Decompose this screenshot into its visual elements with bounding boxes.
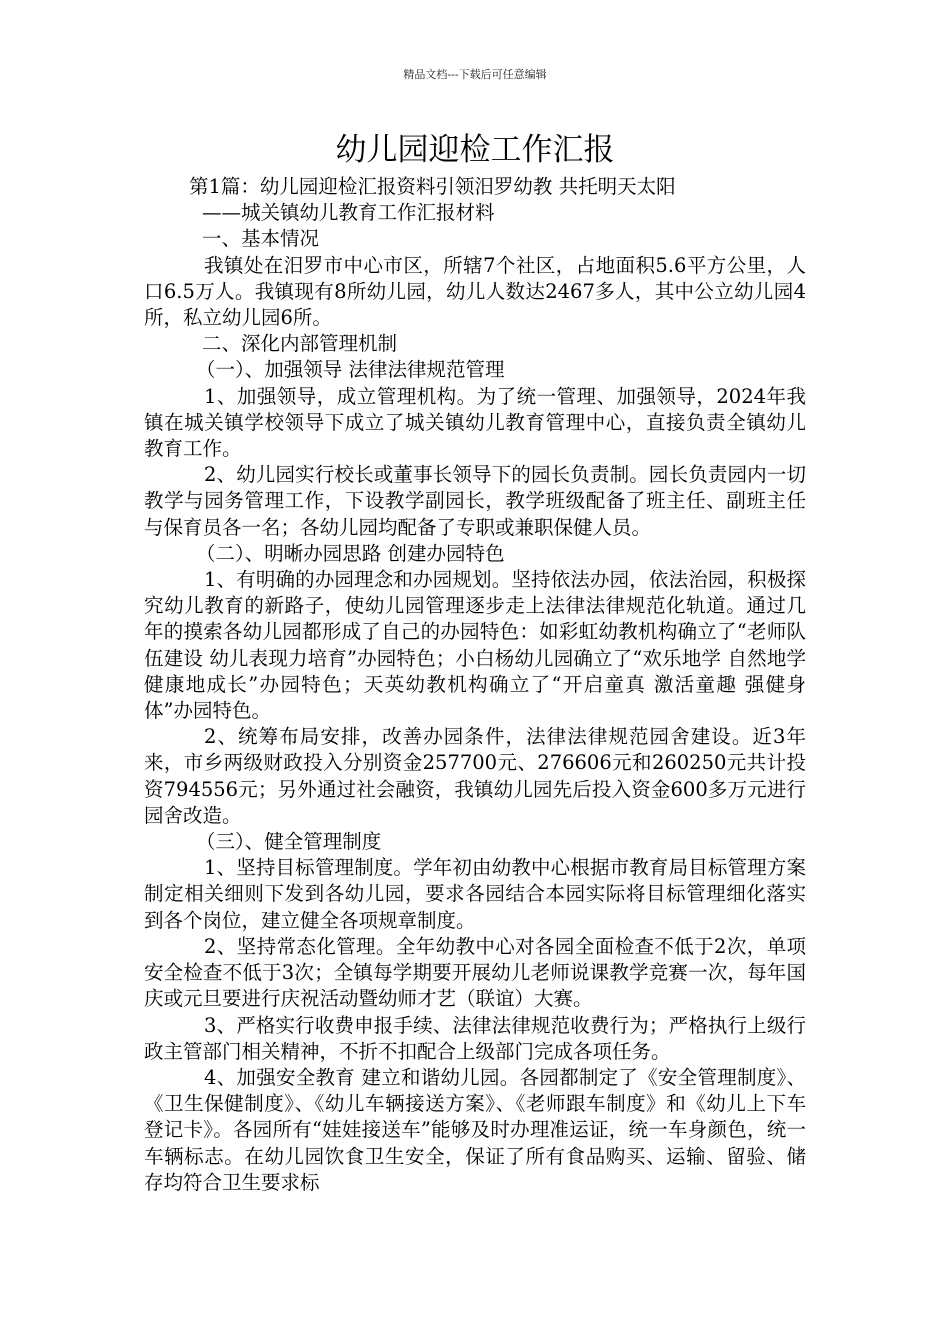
subsubtitle: ——城关镇幼儿教育工作汇报材料 [202, 201, 495, 225]
section-heading: 一、基本情况 [202, 227, 320, 251]
paragraph: 1、加强领导，成立管理机构。为了统一管理、加强领导，2024年我镇在城关镇学校领导下成立了城关镇幼儿教育管理中心，直接负责全镇幼儿教育工作。 [144, 384, 806, 461]
paragraph: 3、严格实行收费申报手续、法律法律规范收费行为；严格执行上级行政主管部门相关精神，不折不扣配合上级部门完成各项任务。 [144, 1013, 806, 1063]
document-body [144, 174, 806, 1196]
paragraph: 我镇处在汨罗市中心市区，所辖7个社区，占地面积5.6平方公里，人口6.5万人。我镇现有8所幼儿园，幼儿人数达2467多人，其中公立幼儿园4所，私立幼儿园6所。 [144, 253, 806, 330]
subsection-heading: （三）、健全管理制度 [196, 830, 382, 854]
section-heading: 二、深化内部管理机制 [202, 332, 398, 356]
paragraph: 1、有明确的办园理念和办园规划。坚持依法办园，依法治园，积极探究幼儿教育的新路子，使幼儿园管理逐步走上法律法律规范化轨道。通过几年的摸索各幼儿园都形成了自己的办园特色：如彩虹幼教机构确立了“老师队伍建设 幼儿表现力培育”办园特色；小白杨幼儿园确立了“欢乐地学 自然地学 健康地成长”办园特色；天英幼教机构确立了“开启童真 激活童趣 强健身体”办园特色。 [144, 568, 806, 723]
paragraph: 1、坚持目标管理制度。学年初由幼教中心根据市教育局目标管理方案制定相关细则下发到各幼儿园，要求各园结合本园实际将目标管理细化落实到各个岗位，建立健全各项规章制度。 [144, 856, 806, 932]
subsection-heading: （一）、加强领导 法律法律规范管理 [196, 358, 505, 382]
subsection-heading: （二）、明晰办园思路 创建办园特色 [196, 541, 505, 565]
paragraph: 2、幼儿园实行校长或董事长领导下的园长负责制。园长负责园内一切教学与园务管理工作，下设教学副园长，教学班级配备了班主任、副班主任与保育员各一名；各幼儿园均配备了专职或兼职保健人员。 [144, 463, 806, 539]
paragraph: 2、统筹布局安排，改善办园条件，法律法律规范园舍建设。近3年来，市乡两级财政投入分别资金257700元、276606元和260250元共计投资794556元；另外通过社会融资，我镇幼儿园先后投入资金600多万元进行园舍改造。 [144, 725, 806, 827]
paragraph: 2、坚持常态化管理。全年幼教中心对各园全面检查不低于2次，单项安全检查不低于3次；全镇每学期要开展幼儿老师说课教学竞赛一次，每年国庆或元旦要进行庆祝活动暨幼师才艺（联谊）大赛。 [144, 934, 806, 1011]
paragraph: 4、加强安全教育 建立和谐幼儿园。各园都制定了《安全管理制度》、《卫生保健制度》、《幼儿车辆接送方案》、《老师跟车制度》和《幼儿上下车登记卡》。各园所有“娃娃接送车”能够及时办理准运证，统一车身颜色，统一车辆标志。在幼儿园饮食卫生安全，保证了所有食品购买、运输、留验、储存均符合卫生要求标 [144, 1065, 806, 1194]
page-header: 精品文档---下载后可任意编辑 [403, 68, 547, 81]
document-title: 幼儿园迎检工作汇报 [335, 132, 615, 168]
subtitle: 第1篇：幼儿园迎检汇报资料引领汨罗幼教 共托明天太阳 [189, 175, 676, 198]
